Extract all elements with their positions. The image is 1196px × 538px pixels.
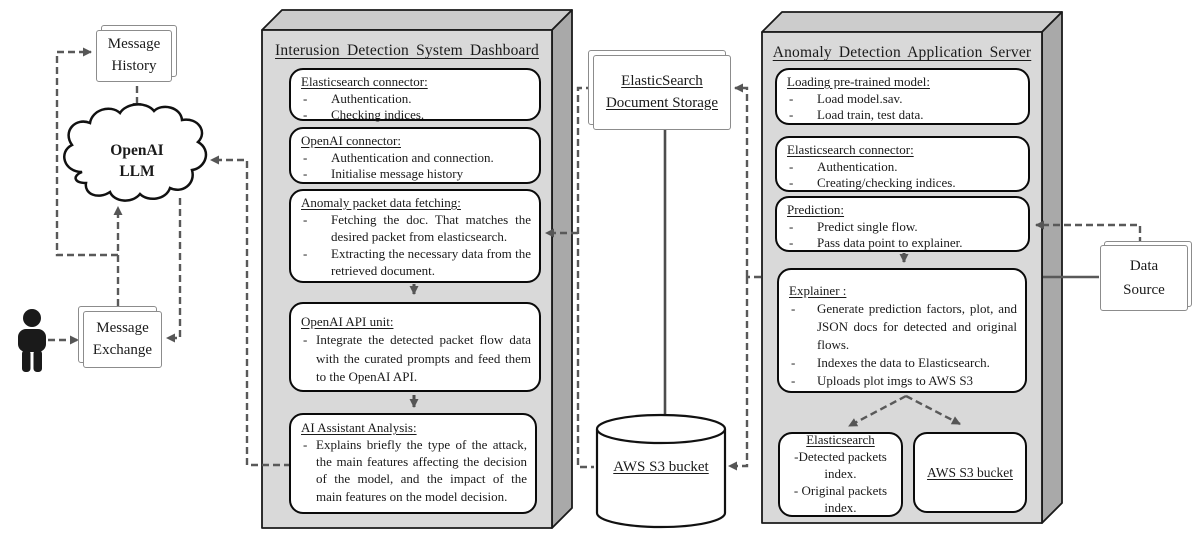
- box-title: OpenAI API unit:: [301, 314, 394, 329]
- bullet-dash: -: [789, 218, 794, 234]
- bullet-text: Extracting the necessary data from the retrieved document.: [331, 245, 531, 278]
- bullet-text: Indexes the data to Elasticsearch.: [817, 354, 990, 370]
- message-exchange-box: [83, 311, 162, 368]
- bullet-text: Load train, test data.: [817, 107, 924, 123]
- bullet-dash: -: [791, 300, 796, 316]
- output-line: - Original packets index.: [793, 482, 888, 515]
- bullet-dash: -: [303, 245, 308, 261]
- bullet-text: Fetching the doc. That matches the desired packet from elasticsearch.: [331, 211, 531, 244]
- openai-connector-box: [289, 127, 541, 184]
- bullet-dash: -: [303, 437, 308, 453]
- box-title: Elasticsearch connector:: [301, 74, 428, 89]
- server-panel-title: Anomaly Detection Application Server: [772, 44, 1032, 61]
- server-to-es-storage-arrow: [735, 88, 747, 277]
- box-title: Explainer :: [789, 283, 847, 298]
- bullet-dash: -: [303, 166, 308, 182]
- es-document-storage-label: ElasticSearch Document Storage: [605, 72, 719, 111]
- bullet-dash: -: [303, 107, 308, 123]
- user-icon: [18, 309, 46, 372]
- prediction-box: [775, 196, 1030, 252]
- bullet-text: Initialise message history: [331, 166, 464, 182]
- bullet-text: Pass data point to explainer.: [817, 235, 963, 251]
- es-storage-left-bus: [578, 88, 594, 467]
- server-to-s3-arrow: [729, 277, 747, 466]
- bullet-dash: -: [789, 107, 794, 123]
- bullet-text: Explains briefly the type of the attack, the main features affecting the decision of the model, and the impact of the main features on the model decision.: [316, 437, 527, 504]
- bullet-text: Authentication.: [817, 158, 898, 174]
- bullet-text: Checking indices.: [331, 107, 425, 123]
- explainer-box: [777, 268, 1027, 393]
- box-title: Loading pre-trained model:: [787, 74, 930, 89]
- bullet-text: Integrate the detected packet flow data with the curated prompts and feed them to the OpenAI API.: [316, 332, 531, 385]
- ai-assistant-analysis-box: [289, 413, 537, 514]
- box-title: Elasticsearch connector:: [787, 142, 914, 157]
- bullet-text: Uploads plot imgs to AWS S3: [817, 372, 974, 388]
- bullet-dash: -: [789, 175, 794, 191]
- bullet-text: Load model.sav.: [817, 90, 903, 106]
- box-title: Prediction:: [787, 202, 845, 217]
- message-exchange-label: Message Exchange: [92, 319, 153, 358]
- llm-to-exchange-arrow: [167, 198, 180, 338]
- s3-bucket-label: AWS S3 bucket: [613, 459, 709, 475]
- data-source-box: [1100, 245, 1188, 311]
- dashboard-panel-title: Interusion Detection System Dashboard: [275, 42, 539, 59]
- box-title: AWS S3 bucket: [927, 464, 1013, 480]
- data-source-label: Data Source: [1123, 258, 1165, 298]
- bullet-text: Predict single flow.: [817, 218, 918, 234]
- bullet-dash: -: [791, 354, 796, 370]
- bullet-dash: -: [303, 332, 308, 348]
- bullet-dash: -: [789, 235, 794, 251]
- box-title: Elasticsearch: [806, 432, 875, 448]
- elasticsearch-connector-box: [289, 68, 541, 121]
- bullet-text: Authentication.: [331, 90, 412, 106]
- box-title: OpenAI connector:: [301, 133, 401, 148]
- output-line: -Detected packets index.: [794, 449, 887, 482]
- box-title: AI Assistant Analysis:: [301, 420, 417, 435]
- s3-output-box: [913, 432, 1027, 513]
- bullet-dash: -: [791, 372, 796, 388]
- anomaly-packet-fetching-box: [289, 189, 541, 283]
- bullet-text: Creating/checking indices.: [817, 175, 956, 191]
- bullet-dash: -: [303, 211, 308, 227]
- bullet-text: Generate prediction factors, plot, and JSON docs for detected and original flows.: [817, 300, 1017, 352]
- bullet-text: Authentication and connection.: [331, 149, 494, 165]
- server-es-connector-box: [775, 136, 1030, 192]
- es-document-storage-box: [593, 55, 731, 130]
- message-history-box: [96, 30, 172, 82]
- bullet-dash: -: [789, 90, 794, 106]
- bullet-dash: -: [303, 90, 308, 106]
- bullet-dash: -: [789, 158, 794, 174]
- es-index-output-box: [778, 432, 903, 517]
- loading-model-box: [775, 68, 1030, 125]
- box-title: Anomaly packet data fetching:: [301, 195, 461, 210]
- bullet-dash: -: [303, 149, 308, 165]
- openai-api-unit-box: [289, 302, 541, 392]
- openai-llm-label: OpenAI LLM: [110, 142, 164, 180]
- message-history-label: Message History: [107, 36, 161, 74]
